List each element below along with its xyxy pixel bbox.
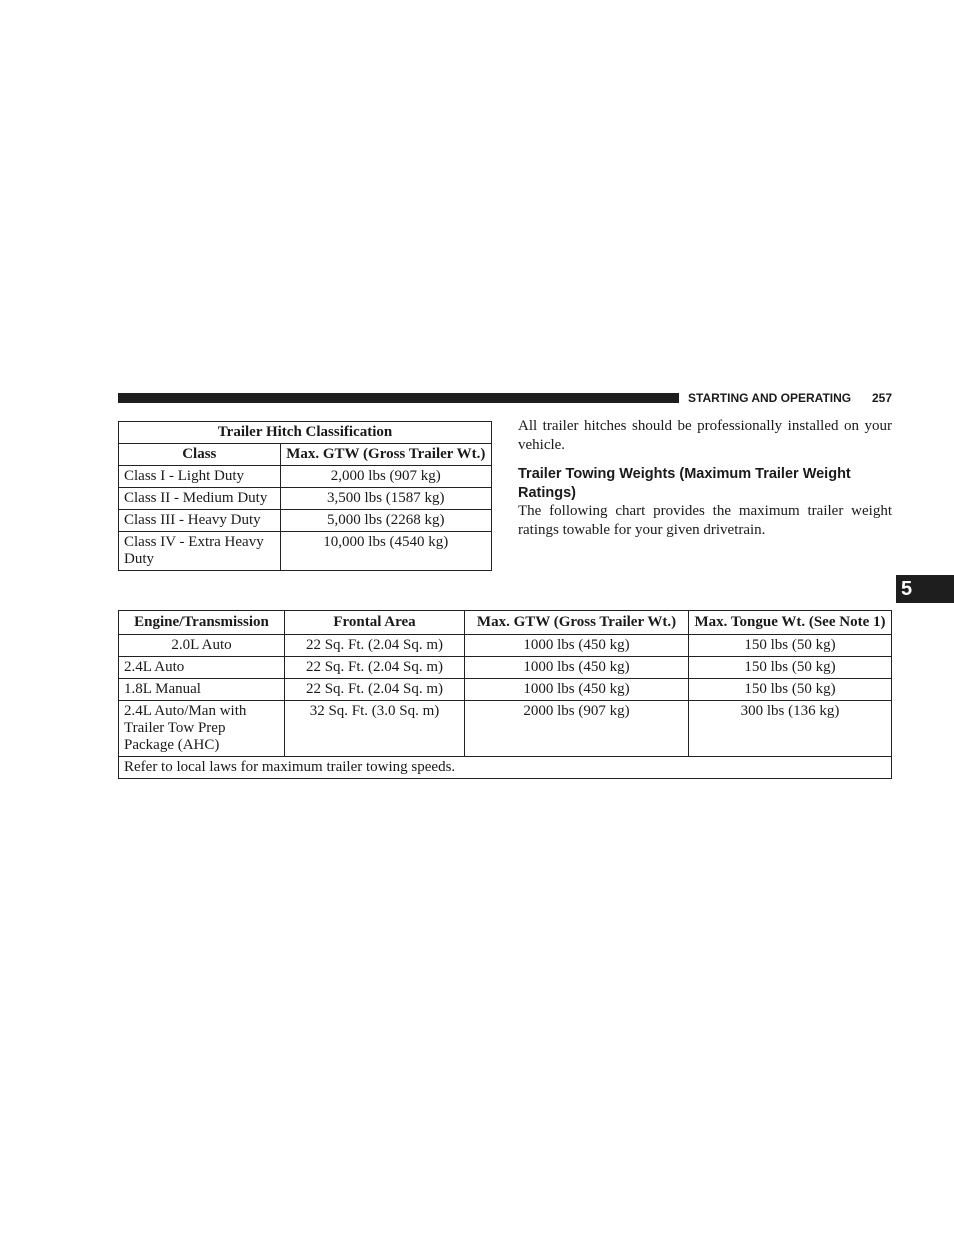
footnote-row — [119, 757, 892, 779]
column-header-class: Class — [119, 444, 281, 466]
section-title: STARTING AND OPERATING — [688, 391, 852, 405]
column-header-tongue-wt: Max. Tongue Wt. (See Note 1) — [689, 611, 892, 635]
table-row — [119, 466, 492, 488]
tongue-cell: 150 lbs (50 kg) — [689, 679, 892, 701]
column-header-frontal-area: Frontal Area — [285, 611, 465, 635]
class-cell: Class IV - Extra Heavy Duty — [119, 532, 281, 571]
gtw-cell: 1000 lbs (450 kg) — [465, 657, 689, 679]
table-row — [119, 510, 492, 532]
gtw-cell: 2,000 lbs (907 kg) — [280, 466, 491, 488]
frontal-area-cell: 32 Sq. Ft. (3.0 Sq. m) — [285, 701, 465, 757]
class-cell: Class I - Light Duty — [119, 466, 281, 488]
tongue-cell: 150 lbs (50 kg) — [689, 635, 892, 657]
gtw-cell: 10,000 lbs (4540 kg) — [280, 532, 491, 571]
engine-cell: 2.4L Auto — [119, 657, 285, 679]
column-header-max-gtw: Max. GTW (Gross Trailer Wt.) — [465, 611, 689, 635]
frontal-area-cell: 22 Sq. Ft. (2.04 Sq. m) — [285, 657, 465, 679]
page-number: 257 — [871, 391, 892, 405]
header-rule — [118, 393, 679, 403]
class-cell: Class II - Medium Duty — [119, 488, 281, 510]
table-row — [119, 701, 892, 757]
gtw-cell: 1000 lbs (450 kg) — [465, 679, 689, 701]
engine-cell: 2.0L Auto — [119, 635, 285, 657]
class-cell: Class III - Heavy Duty — [119, 510, 281, 532]
trailer-hitch-classification-table — [118, 421, 492, 571]
table-row — [119, 532, 492, 571]
frontal-area-cell: 22 Sq. Ft. (2.04 Sq. m) — [285, 679, 465, 701]
column-header-max-gtw: Max. GTW (Gross Trailer Wt.) — [280, 444, 491, 466]
frontal-area-cell: 22 Sq. Ft. (2.04 Sq. m) — [285, 635, 465, 657]
chapter-tab: 5 — [896, 575, 954, 603]
table-row — [119, 488, 492, 510]
gtw-cell: 5,000 lbs (2268 kg) — [280, 510, 491, 532]
tongue-cell: 150 lbs (50 kg) — [689, 657, 892, 679]
trailer-towing-weights-table — [118, 610, 892, 779]
footnote: Refer to local laws for maximum trailer towing speeds. — [119, 757, 892, 779]
column-header-engine: Engine/Transmission — [119, 611, 285, 635]
running-head — [688, 390, 892, 406]
tongue-cell: 300 lbs (136 kg) — [689, 701, 892, 757]
table-row — [119, 679, 892, 701]
gtw-cell: 2000 lbs (907 kg) — [465, 701, 689, 757]
engine-cell: 2.4L Auto/Man with Trailer Tow Prep Package (AHC) — [119, 701, 285, 757]
engine-cell: 1.8L Manual — [119, 679, 285, 701]
table-row — [119, 657, 892, 679]
gtw-cell: 3,500 lbs (1587 kg) — [280, 488, 491, 510]
section-heading: Trailer Towing Weights (Maximum Trailer Weight Ratings) — [518, 466, 851, 501]
intro-paragraph: All trailer hitches should be professionally installed on your vehicle. — [518, 418, 892, 453]
section-body: The following chart provides the maximum trailer weight ratings towable for your given drivetrain. — [518, 503, 892, 538]
table-row — [119, 635, 892, 657]
table-title: Trailer Hitch Classification — [119, 422, 492, 444]
gtw-cell: 1000 lbs (450 kg) — [465, 635, 689, 657]
